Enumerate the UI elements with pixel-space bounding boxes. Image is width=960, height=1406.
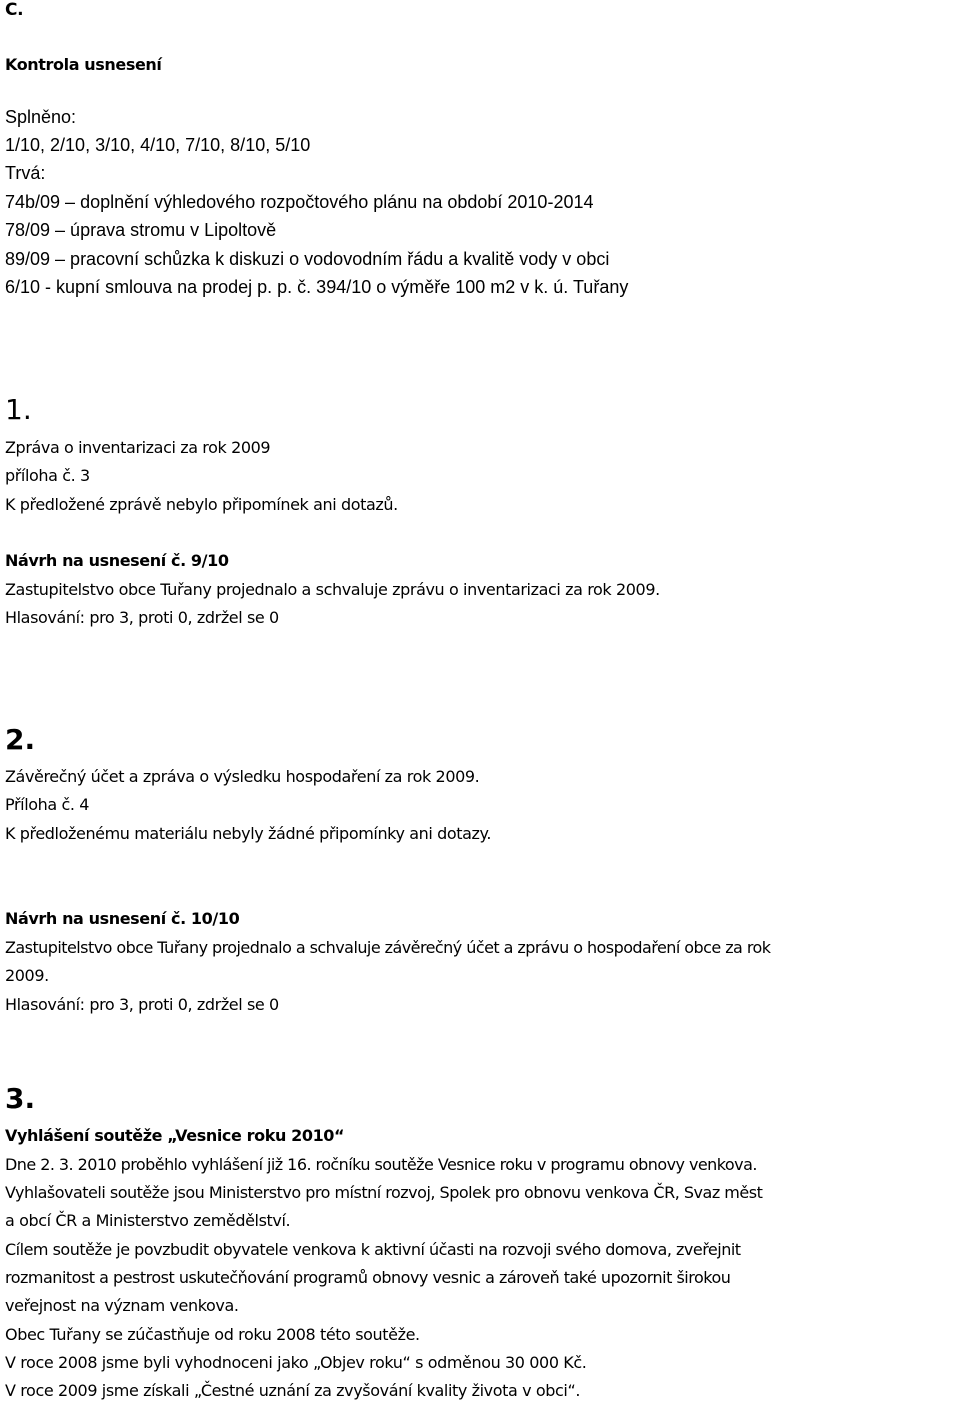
- resolution-label: Návrh na usnesení č. 9/10: [5, 551, 229, 570]
- body-line: a obcí ČR a Ministerstvo zemědělství.: [5, 1211, 291, 1230]
- body-line: rozmanitost a pestrost uskutečňování programů obnovy vesnic a zároveň také upozornit širokou: [5, 1268, 731, 1287]
- ongoing-item: 78/09 – úprava stromu v Lipoltově: [5, 220, 277, 240]
- resolution-text: 2009.: [5, 966, 49, 985]
- item-note: K předloženému materiálu nebyly žádné připomínky ani dotazy.: [5, 824, 492, 843]
- item-title: Závěrečný účet a zpráva o výsledku hospodaření za rok 2009.: [5, 767, 480, 786]
- ongoing-label: Trvá:: [5, 163, 46, 183]
- item-number: 3.: [5, 1082, 36, 1115]
- item-note: K předložené zprávě nebylo připomínek ani dotazů.: [5, 495, 398, 514]
- body-line: Vyhlašovateli soutěže jsou Ministerstvo pro místní rozvoj, Spolek pro obnovu venkova ČR, Svaz měst: [5, 1183, 763, 1202]
- body-line: V roce 2008 jsme byli vyhodnoceni jako „Objev roku“ s odměnou 30 000 Kč.: [5, 1353, 587, 1372]
- body-line: veřejnost na význam venkova.: [5, 1296, 239, 1315]
- body-line: Cílem soutěže je povzbudit obyvatele venkova k aktivní účasti na rozvoji svého domova, zveřejnit: [5, 1240, 741, 1259]
- item-title: Vyhlášení soutěže „Vesnice roku 2010“: [5, 1126, 345, 1145]
- item-number: 1.: [5, 393, 32, 426]
- item-title: Zpráva o inventarizaci za rok 2009: [5, 438, 271, 457]
- body-line: V roce 2009 jsme získali „Čestné uznání za zvyšování kvality života v obci“.: [5, 1381, 581, 1400]
- vote-result: Hlasování: pro 3, proti 0, zdržel se 0: [5, 995, 279, 1014]
- item-attachment: příloha č. 3: [5, 466, 90, 485]
- ongoing-item: 6/10 - kupní smlouva na prodej p. p. č. 394/10 o výměře 100 m2 v k. ú. Tuřany: [5, 277, 629, 297]
- done-label: Splněno:: [5, 107, 77, 127]
- ongoing-item: 89/09 – pracovní schůzka k diskuzi o vodovodním řádu a kvalitě vody v obci: [5, 249, 610, 269]
- section-c-letter: C.: [5, 0, 24, 20]
- done-items: 1/10, 2/10, 3/10, 4/10, 7/10, 8/10, 5/10: [5, 135, 311, 155]
- vote-result: Hlasování: pro 3, proti 0, zdržel se 0: [5, 608, 279, 627]
- body-line: Obec Tuřany se zúčastňuje od roku 2008 této soutěže.: [5, 1325, 420, 1344]
- resolution-text: Zastupitelstvo obce Tuřany projednalo a schvaluje zprávu o inventarizaci za rok 2009.: [5, 580, 660, 599]
- item-number: 2.: [5, 723, 36, 756]
- resolution-label: Návrh na usnesení č. 10/10: [5, 909, 240, 928]
- item-attachment: Příloha č. 4: [5, 795, 90, 814]
- ongoing-item: 74b/09 – doplnění výhledového rozpočtového plánu na období 2010-2014: [5, 192, 594, 212]
- section-c-title: Kontrola usnesení: [5, 55, 162, 74]
- resolution-text: Zastupitelstvo obce Tuřany projednalo a schvaluje závěrečný účet a zprávu o hospodaření obce za rok: [5, 938, 771, 957]
- body-line: Dne 2. 3. 2010 proběhlo vyhlášení již 16. ročníku soutěže Vesnice roku v programu obnovy venkova.: [5, 1155, 757, 1174]
